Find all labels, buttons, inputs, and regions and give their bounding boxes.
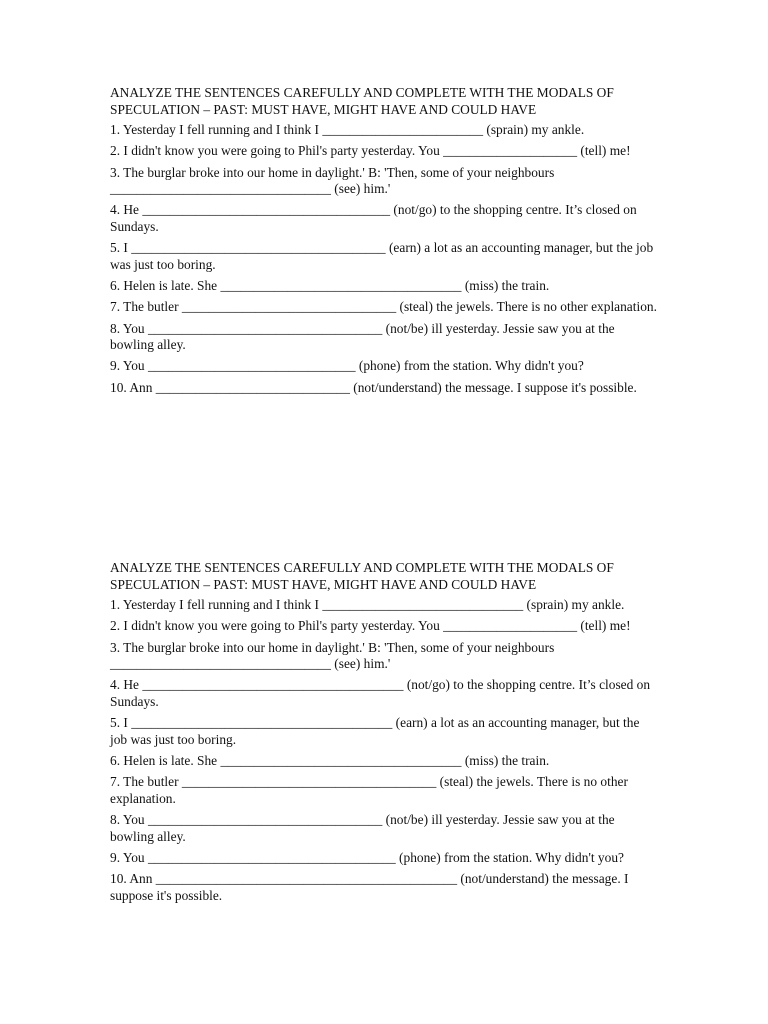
- exercise-item-6: 6. Helen is late. She ____________________________________ (miss) the train.: [110, 277, 550, 293]
- exercise-item-2: 2. I didn't know you were going to Phil's party yesterday. You ____________________ (tell) me!: [110, 618, 631, 634]
- exercise-item-4: 4. He _____________________________________ (not/go) to the shopping centre. It’s closed on Sundays.: [110, 202, 637, 234]
- exercise-item-4: 4. He _______________________________________ (not/go) to the shopping centre. It’s closed on Sundays.: [110, 677, 651, 709]
- exercise-item-8: 8. You ___________________________________ (not/be) ill yesterday. Jessie saw you at the bowling alley.: [110, 320, 615, 353]
- exercise-item-10: 10. Ann _____________________________________________ (not/understand) the message. I suppose it's possible.: [110, 871, 629, 903]
- exercise-item-3: 3. The burglar broke into our home in daylight.' B: 'Then, some of your neighbours _________________________________ (see) him.': [110, 164, 555, 197]
- exercise-item-2: 2. I didn't know you were going to Phil's party yesterday. You ____________________ (tell) me!: [110, 143, 631, 159]
- worksheet-1: [110, 85, 658, 401]
- exercise-item-1: 1. Yesterday I fell running and I think I ______________________________ (sprain) my ankle.: [110, 597, 625, 612]
- exercise-item-8: 8. You ___________________________________ (not/be) ill yesterday. Jessie saw you at the bowling alley.: [110, 812, 615, 844]
- exercise-item-6: 6. Helen is late. She ____________________________________ (miss) the train.: [110, 752, 550, 768]
- exercise-item-5: 5. I _______________________________________ (earn) a lot as an accounting manager, but the job was just too boring.: [110, 715, 640, 747]
- exercise-item-7: 7. The butler ______________________________________ (steal) the jewels. There is no other explanation.: [110, 774, 628, 806]
- exercise-item-3: 3. The burglar broke into our home in daylight.' B: 'Then, some of your neighbours _________________________________ (see) him.': [110, 639, 555, 672]
- exercise-item-7: 7. The butler ________________________________ (steal) the jewels. There is no other explanation.: [110, 299, 657, 315]
- worksheet-heading: ANALYZE THE SENTENCES CAREFULLY AND COMPLETE WITH THE MODALS OF SPECULATION – PAST: MUST HAVE, MIGHT HAVE AND COULD HAVE: [110, 560, 614, 592]
- worksheet-2: [110, 560, 658, 909]
- exercise-item-5: 5. I ______________________________________ (earn) a lot as an accounting manager, but the job was just too boring.: [110, 240, 654, 272]
- worksheet-heading: ANALYZE THE SENTENCES CAREFULLY AND COMPLETE WITH THE MODALS OF SPECULATION – PAST: MUST HAVE, MIGHT HAVE AND COULD HAVE: [110, 85, 614, 117]
- exercise-item-9: 9. You _______________________________ (phone) from the station. Why didn't you?: [110, 358, 584, 374]
- exercise-item-1: 1. Yesterday I fell running and I think I ________________________ (sprain) my ankle.: [110, 122, 585, 137]
- exercise-item-10: 10. Ann _____________________________ (not/understand) the message. I suppose it's possible.: [110, 379, 637, 395]
- exercise-item-9: 9. You _____________________________________ (phone) from the station. Why didn't you?: [110, 849, 624, 865]
